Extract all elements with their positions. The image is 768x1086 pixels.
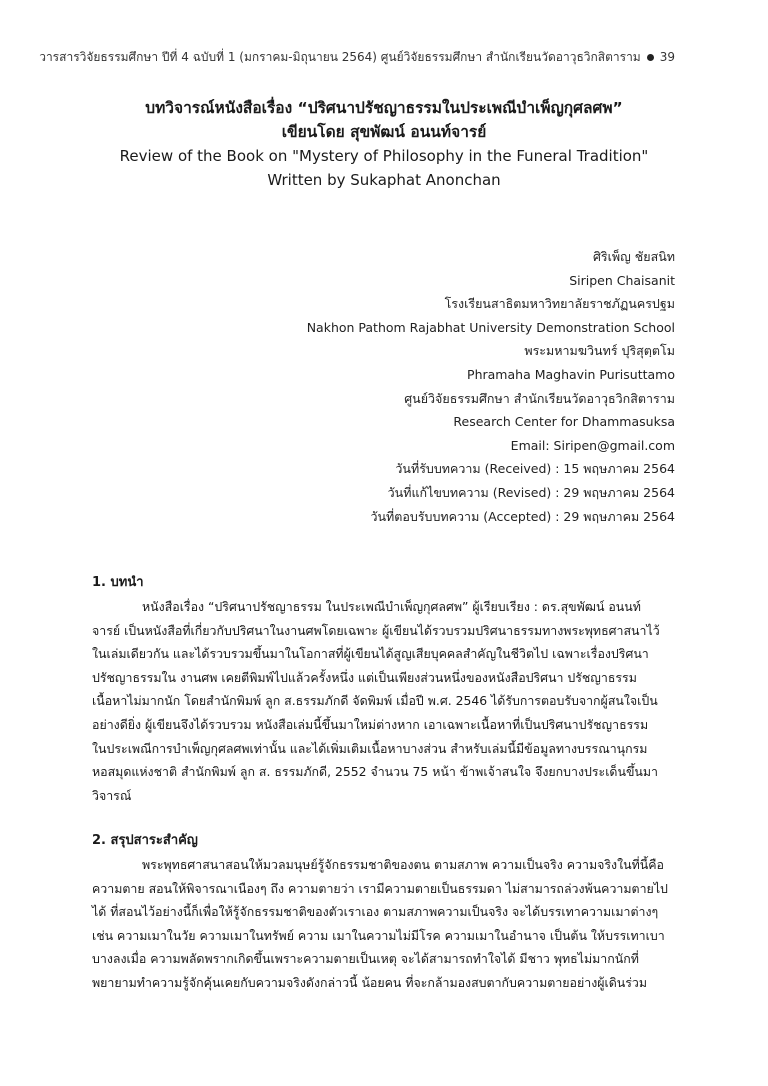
running-head-text: วารสารวิจัยธรรมศึกษา ปีที่ 4 ฉบับที่ 1 (มกราคม-มิถุนายน 2564) ศูนย์วิจัยธรรมศึกษา สำนักเรียนวัดอาวุธวิกสิตาราม bbox=[39, 50, 641, 64]
paragraph-line: วิจารณ์ bbox=[92, 787, 132, 803]
author-line: ศูนย์วิจัยธรรมศึกษา สำนักเรียนวัดอาวุธวิกสิตาราม bbox=[404, 390, 675, 406]
paragraph-line: ในเล่มเดียวกัน และได้รวบรวมขึ้นมาในโอกาสที่ผู้เขียนได้สูญเสียบุคคลสำคัญในชีวิตไป เฉพาะเรื่องปริศนา bbox=[92, 646, 649, 662]
author-line: พระมหามฆวินทร์ ปุริสุตฺตโม bbox=[524, 343, 675, 359]
accepted-date: วันที่ตอบรับบทความ (Accepted) : 29 พฤษภาคม 2564 bbox=[370, 508, 675, 524]
paragraph-line: หอสมุดแห่งชาติ สำนักพิมพ์ ลูก ส. ธรรมภักดี, 2552 จำนวน 75 หน้า ข้าพเจ้าสนใจ จึงยกบางประเด็นขึ้นมา bbox=[92, 764, 659, 780]
running-header bbox=[0, 48, 675, 67]
author-line: Phramaha Maghavin Purisuttamo bbox=[467, 366, 675, 382]
title-english-line-2: Written by Sukaphat Anonchan bbox=[267, 171, 501, 189]
author-email: Email: Siripen@gmail.com bbox=[510, 437, 675, 453]
paragraph-line: อย่างดียิ่ง ผู้เขียนจึงได้รวบรวม หนังสือเล่มนี้ขึ้นมาใหม่ต่างหาก เอาเฉพาะเนื้อหาที่เป็นปริศนาปรัชญาธรรม bbox=[92, 716, 649, 732]
revised-date: วันที่แก้ไขบทความ (Revised) : 29 พฤษภาคม 2564 bbox=[387, 484, 675, 500]
received-date: วันที่รับบทความ (Received) : 15 พฤษภาคม 2564 bbox=[395, 461, 675, 477]
section-introduction bbox=[92, 571, 676, 807]
author-line: ศิริเพ็ญ ชัยสนิท bbox=[592, 249, 675, 264]
section-heading: 2. สรุปสาระสำคัญ bbox=[92, 833, 198, 848]
article-title-block bbox=[90, 96, 678, 192]
author-line: Siripen Chaisanit bbox=[569, 272, 675, 288]
author-line: Nakhon Pathom Rajabhat University Demonstration School bbox=[306, 319, 675, 335]
title-thai-line-2: เขียนโดย สุขพัฒน์ อนนท์จารย์ bbox=[281, 123, 487, 141]
paragraph-line: ในประเพณีการบำเพ็ญกุศลศพเท่านั้น และได้เพิ่มเติมเนื้อหาบางส่วน สำหรับเล่มนี้มีข้อมูลทางบรรณานุกรม bbox=[92, 740, 648, 756]
paragraph-line: เนื้อหาไม่มากนัก โดยสำนักพิมพ์ ลูก ส.ธรรมภักดี จัดพิมพ์ เมื่อปี พ.ศ. 2546 ได้รับการตอบรับจากผู้สนใจเป็น bbox=[92, 693, 658, 709]
paragraph-line: ปรัชญาธรรมใน งานศพ เคยตีพิมพ์ไปแล้วครั้งหนึ่ง แต่เป็นเพียงส่วนหนึ่งของหนังสือปริศนา ปรัชญาธรรม bbox=[92, 669, 637, 685]
page-number: 39 bbox=[659, 50, 675, 64]
bullet-icon bbox=[647, 54, 654, 61]
paragraph-line: จารย์ เป็นหนังสือที่เกี่ยวกับปริศนาในงานศพโดยเฉพาะ ผู้เขียนได้รวบรวมปริศนาธรรมทางพระพุทธศาสนาไว้ bbox=[92, 622, 660, 638]
paragraph bbox=[92, 595, 676, 807]
paragraph bbox=[92, 853, 676, 995]
author-line: โรงเรียนสาธิตมหาวิทยาลัยราชภัฏนครปฐม bbox=[444, 296, 675, 312]
section-heading: 1. บทนำ bbox=[92, 575, 144, 590]
section-summary bbox=[92, 829, 676, 995]
title-english-line-1: Review of the Book on "Mystery of Philosophy in the Funeral Tradition" bbox=[119, 147, 649, 165]
paragraph-line: ความตาย สอนให้พิจารณาเนืองๆ ถึง ความตายว่า เรามีความตายเป็นธรรมดา ไม่สามารถล่วงพ้นความตายไป bbox=[92, 880, 668, 896]
author-info-block bbox=[250, 245, 675, 528]
paragraph-line: พยายามทำความรู้จักคุ้นเคยกับความจริงดังกล่าวนี้ น้อยคน ที่จะกล้ามองสบตากับความตายอย่างผู้เดินร่วม bbox=[92, 974, 648, 990]
author-line: Research Center for Dhammasuksa bbox=[453, 414, 675, 430]
paragraph-line: ได้ ที่สอนไว้อย่างนี้ก็เพื่อให้รู้จักธรรมชาติของตัวเราเอง ตามสภาพความเป็นจริง จะได้บรรเทาความเมาต่างๆ bbox=[92, 904, 659, 920]
paragraph-line: หนังสือเรื่อง “ปริศนาปรัชญาธรรม ในประเพณีบำเพ็ญกุศลศพ” ผู้เรียบเรียง : ดร.สุขพัฒน์ อนนท์ bbox=[142, 599, 641, 614]
paragraph-line: พระพุทธศาสนาสอนให้มวลมนุษย์รู้จักธรรมชาติของตน ตามสภาพ ความเป็นจริง ความจริงในที่นี้คือ bbox=[142, 857, 664, 872]
title-thai-line-1: บทวิจารณ์หนังสือเรื่อง “ปริศนาปรัชญาธรรมในประเพณีบำเพ็ญกุศลศพ” bbox=[145, 99, 623, 117]
paragraph-line: เช่น ความเมาในวัย ความเมาในทรัพย์ ความ เมาในความไม่มีโรค ความเมาในอำนาจ เป็นต้น ให้บรรเทาเบา bbox=[92, 927, 665, 943]
paragraph-line: บางลงเมื่อ ความพลัดพรากเกิดขึ้นเพราะความตายเป็นเหตุ จะได้สามารถทำใจได้ มีชาว พุทธไม่มากนักที่ bbox=[92, 951, 639, 967]
